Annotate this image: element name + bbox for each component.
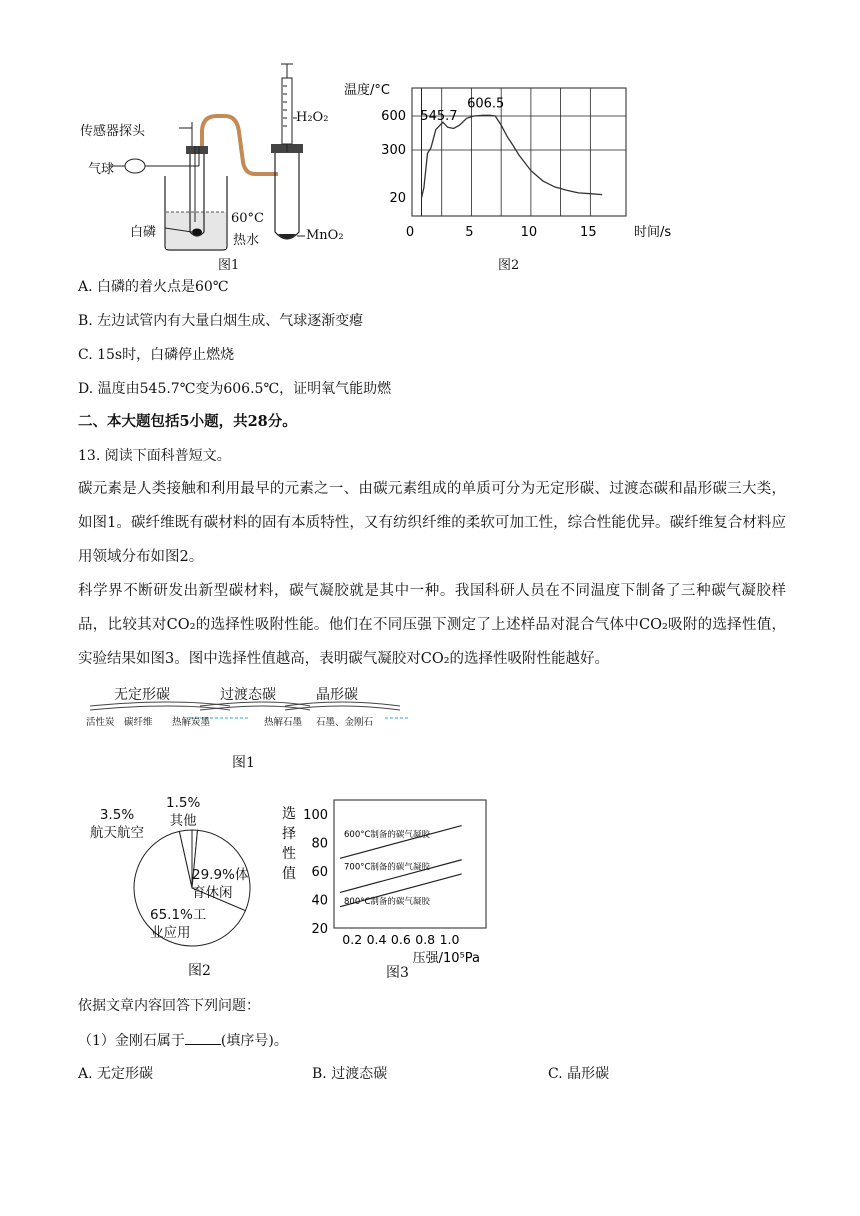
y-tick-label: 20: [389, 191, 406, 206]
transition-carbon-label: 过渡态碳: [220, 687, 276, 703]
series-label: 600°C制备的碳气凝胶: [344, 829, 430, 840]
pie-label-industry: [150, 906, 206, 942]
x-axis-label: 时间/s: [634, 225, 672, 240]
answer-intro: 依据文章内容回答下列问题：: [78, 998, 260, 1014]
water-label: 热水: [233, 233, 260, 248]
annotation-label: 606.5: [467, 96, 505, 112]
series-label: 800°C制备的碳气凝胶: [344, 896, 430, 907]
pie-label-aerospace-text: 3.5% 航天航空: [90, 807, 144, 841]
y-tick-label: 80: [311, 836, 328, 852]
pyrolytic-carbon-label: 热解炭墨: [172, 717, 211, 728]
y-tick-label: 40: [311, 893, 328, 909]
pie-label-sports-text: 29.9%体 育休闲: [192, 867, 249, 901]
pie-label-other-text: 1.5% 其他: [166, 795, 201, 829]
y-tick-label: 100: [303, 808, 328, 824]
x-tick-label: 10: [520, 225, 538, 240]
x-tick-label: 1.0: [439, 932, 460, 947]
pie-label-industry-text: 65.1%工 业应用: [150, 907, 207, 941]
y-axis-label: 值: [282, 866, 296, 882]
y-tick-label: 60: [311, 865, 328, 881]
y-tick-label: 20: [311, 922, 328, 937]
x-tick-label: 0.8: [415, 932, 436, 947]
question-1-suffix: (填序号)。: [220, 1033, 288, 1049]
phosphorus-label: 白磷: [130, 225, 157, 240]
y-axis-label: 选: [282, 806, 296, 822]
option-d: D. 温度由545.7℃变为606.5℃，证明氧气能助燃: [78, 381, 392, 397]
left-stopper: [186, 146, 208, 154]
paragraph-2: 科学界不断研发出新型碳材料，碳气凝胶就是其中一种。我国科研人员在不同温度下制备了三种碳气凝胶样品，比较其对CO₂的选择性吸附性能。他们在不同压强下测定了上述样品对混合气体中CO₂吸附的选择性值，实验结果如图3。图中选择性值越高，表明碳气凝胶对CO₂的选择性吸附性能越好。: [78, 583, 786, 667]
selectivity-chart: [278, 796, 498, 976]
y-axis-label: 性: [282, 846, 296, 862]
syringe: [282, 78, 292, 144]
x-tick-label: 0: [405, 225, 415, 240]
temperature-series-line: [422, 115, 603, 198]
plot-frame: [412, 88, 626, 216]
section-heading: 二、本大题包括5小题，共28分。: [78, 413, 297, 430]
carbon-fiber-label: 碳纤维: [124, 717, 153, 728]
figure-caption: 图3: [386, 965, 409, 981]
x-axis-label: 压强/10⁵Pa: [412, 951, 480, 966]
water-temp-label: 60°C: [231, 211, 264, 226]
x-tick-label: 0.2: [342, 932, 363, 947]
option-a: A. 白磷的着火点是60℃: [78, 279, 229, 295]
figure-caption: 图1: [218, 258, 240, 273]
crystalline-carbon-label: 晶形碳: [316, 687, 358, 703]
paragraph-1: 碳元素是人类接触和利用最早的元素之一、由碳元素组成的单质可分为无定形碳、过渡态碳和晶形碳三大类，如图1。碳纤维既有碳材料的固有本质特性，又有纺织纤维的柔软可加工性，综合性能优异。碳纤维复合材料应用领域分布如图2。: [78, 481, 786, 565]
h2o2-label: H₂O₂: [296, 110, 329, 125]
annotation-label: 545.7: [420, 109, 458, 125]
y-axis-label: 择: [282, 826, 296, 842]
amorphous-carbon-label: 无定形碳: [114, 687, 170, 703]
activated-carbon-label: 活性炭: [86, 717, 115, 728]
balloon: [125, 159, 145, 173]
y-axis-label: 温度/°C: [344, 83, 390, 98]
white-phosphorus: [192, 229, 202, 236]
question-1-prefix: （1）金刚石属于: [78, 1033, 185, 1049]
question-1: [78, 1030, 288, 1051]
pie-label-sports: [192, 866, 248, 902]
series-label: 700°C制备的碳气凝胶: [344, 862, 430, 873]
y-tick-label: 300: [381, 143, 406, 158]
pie-label-other: [166, 794, 200, 830]
sensor-label: 传感器探头: [80, 124, 146, 139]
connecting-tube: [202, 116, 278, 174]
mno2-powder: [278, 234, 296, 239]
balloon-label: 气球: [88, 162, 115, 177]
x-tick-label: 0.6: [390, 932, 411, 947]
mno2-label: MnO₂: [306, 228, 344, 243]
temperature-chart: [340, 76, 672, 246]
pie-label-aerospace: [90, 806, 144, 842]
figure-caption: 图2: [188, 963, 211, 979]
q1-option-a: A. 无定形碳: [78, 1066, 154, 1082]
x-tick-label: 5: [465, 225, 474, 240]
question-13-intro: 13. 阅读下面科普短文。: [78, 448, 231, 464]
right-test-tube: [275, 152, 299, 239]
option-b: B. 左边试管内有大量白烟生成、气球逐渐变瘪: [78, 313, 364, 329]
graphite-diamond-label: 石墨、金刚石: [316, 717, 374, 728]
option-c: C. 15s时，白磷停止燃烧: [78, 347, 235, 363]
answer-blank[interactable]: [185, 1030, 221, 1045]
figure-caption: 图1: [232, 755, 255, 771]
y-tick-label: 600: [381, 109, 406, 124]
q1-option-c: C. 晶形碳: [548, 1066, 610, 1082]
figure-caption: 图2: [498, 258, 520, 273]
x-tick-label: 15: [580, 225, 597, 240]
pyrolytic-graphite-label: 热解石墨: [264, 717, 303, 728]
x-tick-label: 0.4: [366, 932, 387, 947]
q1-option-b: B. 过渡态碳: [312, 1066, 388, 1082]
